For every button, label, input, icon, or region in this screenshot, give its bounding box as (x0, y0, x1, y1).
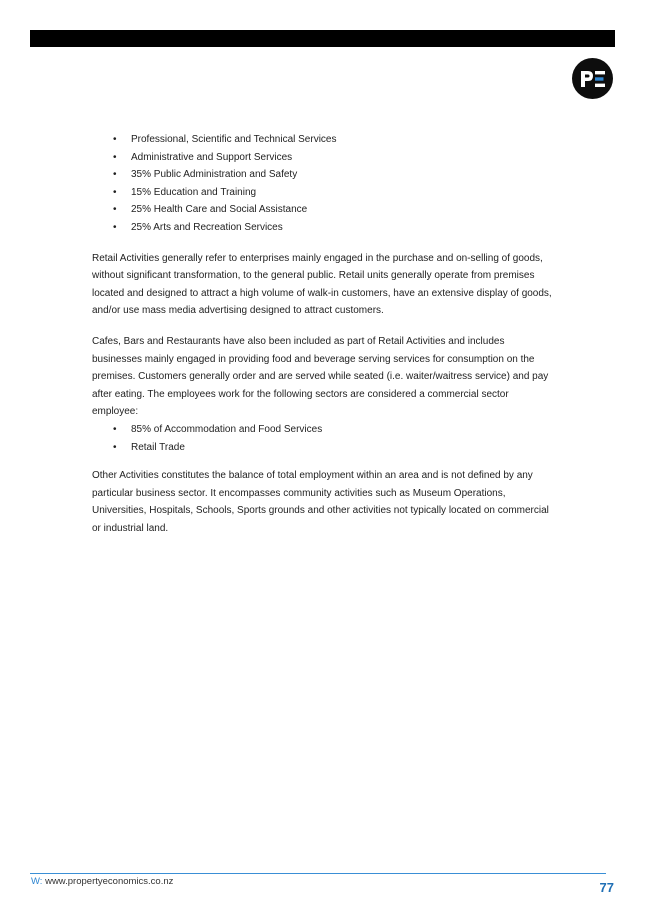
pe-logo-icon (580, 70, 606, 88)
list-item: • Administrative and Support Services (92, 149, 557, 167)
website-link[interactable]: www.propertyeconomics.co.nz (45, 876, 174, 887)
retail-paragraph: Retail Activities generally refer to enterprises mainly engaged in the purchase and on-selling of goods, without significant transformation, to the general public. Retail units generally operate from premises located and designed to attract a high volume of walk-in customers, have an extensive display of goods, and/or use mass media advertising designed to attract customers. (92, 252, 552, 317)
bullet-icon: • (113, 151, 117, 163)
sector-list-1 (92, 131, 557, 237)
bullet-icon: • (113, 186, 117, 198)
bullet-icon: • (113, 441, 117, 453)
footer-divider (30, 873, 606, 874)
list-item: • 25% Arts and Recreation Services (92, 219, 557, 237)
list-item: • 85% of Accommodation and Food Services (92, 421, 557, 439)
sector-list-2 (92, 421, 557, 456)
list-item: • Professional, Scientific and Technical Services (92, 131, 557, 149)
list-item: • 35% Public Administration and Safety (92, 166, 557, 184)
bullet-icon: • (113, 134, 117, 145)
header-bar (30, 30, 615, 47)
page-number: 77 (599, 880, 614, 895)
page-content (92, 131, 557, 537)
footer-website (31, 876, 173, 887)
other-activities-paragraph: Other Activities constitutes the balance of total employment within an area and is not defined by any particular business sector. It encompasses community activities such as Museum Operations, Universities, Hospitals, Schools, Sports grounds and other activities not typically located on commercial or industrial land. (92, 470, 549, 534)
list-item: • 15% Education and Training (92, 184, 557, 202)
bullet-icon: • (113, 204, 117, 216)
list-item: • 25% Health Care and Social Assistance (92, 201, 557, 219)
property-economics-logo (572, 58, 613, 99)
cafes-paragraph: Cafes, Bars and Restaurants have also been included as part of Retail Activities and includes businesses mainly engaged in providing food and beverage serving services for consumption on the premises. Customers generally order and are served while seated (i.e. waiter/waitress service) and pay after eating. The employees work for the following sectors are considered a commercial sector employee: (92, 335, 549, 418)
list-item: • Retail Trade (92, 439, 557, 457)
bullet-icon: • (113, 169, 117, 181)
web-label: W: (31, 876, 43, 887)
bullet-icon: • (113, 423, 117, 435)
bullet-icon: • (113, 221, 117, 233)
